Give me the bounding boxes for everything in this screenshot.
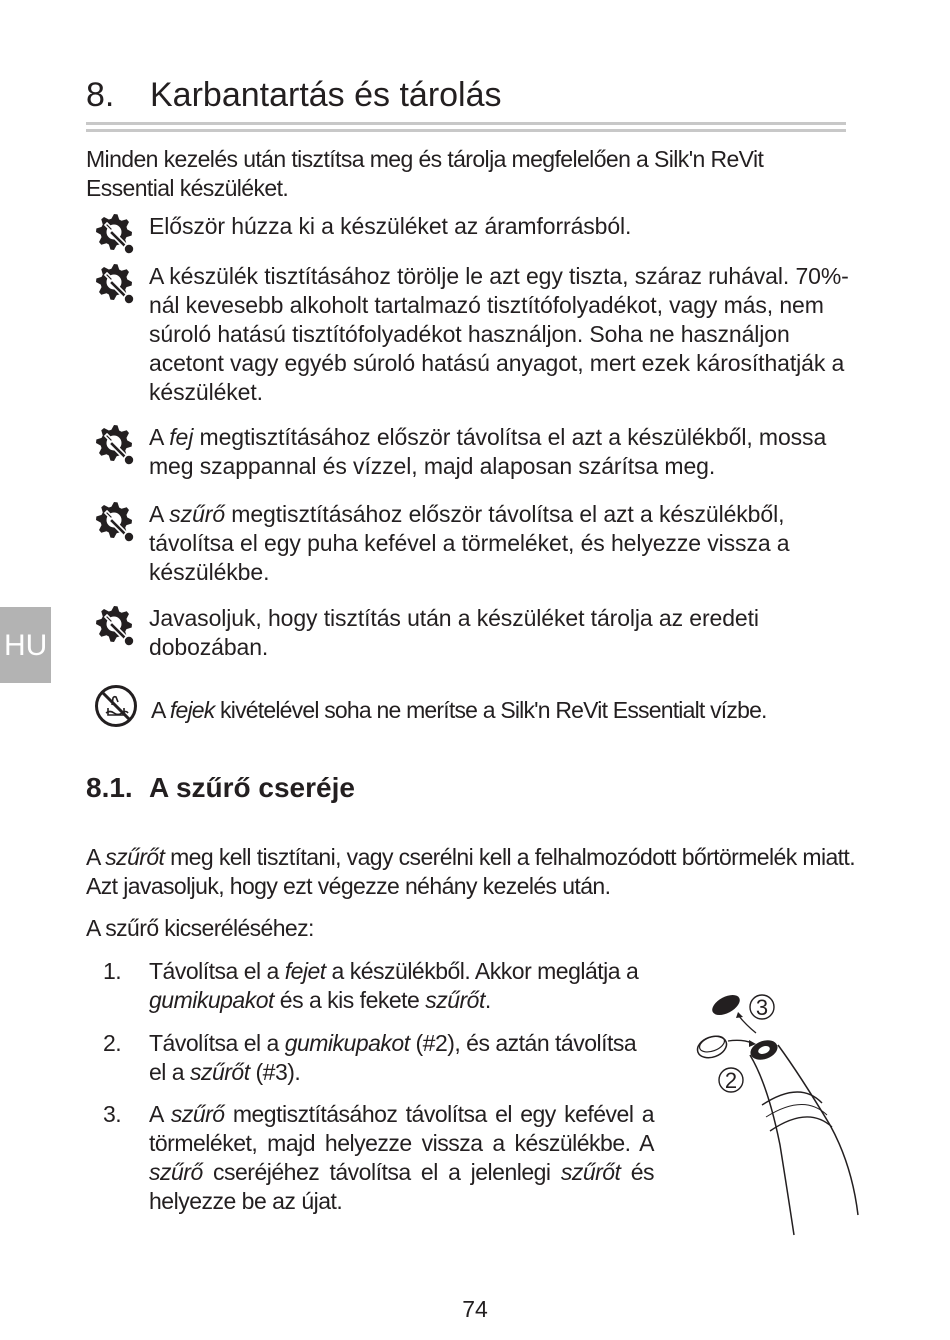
maintenance-item-text: A készülék tisztításához törölje le azt egy tiszta, száraz ruhával. 70%-nál kevesebb alkoholt tartalmazó tisztítófolyadékot, vagy más, nem súroló hatású tisztítófolyadékot használjon. Soha ne használjon acetont vagy egyéb súroló hatású anyagot, mert ezek károsíthatják a készüléket. xyxy=(149,263,849,405)
maintenance-item-text: A fej megtisztításához először távolítsa el azt a készülékből, mossa meg szappannal és vízzel, majd alaposan szárítsa meg. xyxy=(149,424,827,479)
filter-lead-text: A szűrő kicseréléséhez: xyxy=(86,915,314,941)
heading-rule-top xyxy=(86,122,846,125)
warning-text: A fejek kivételével soha ne merítse a Silk'n ReVit Essentialt vízbe. xyxy=(151,697,767,723)
emphasized-term: szűrő xyxy=(169,501,226,527)
language-tab xyxy=(0,607,51,683)
emphasized-term: szűrőt xyxy=(425,987,485,1013)
intro-paragraph: Minden kezelés után tisztítsa meg és tárolja megfelelően a Silk'n ReVit Essential készüléket. xyxy=(86,146,764,201)
emphasized-term: szűrő xyxy=(170,1101,225,1127)
no-water-immersion-icon xyxy=(94,684,138,728)
emphasized-term: fejek xyxy=(169,697,215,723)
emphasized-term: gumikupakot xyxy=(284,1030,410,1056)
emphasized-term: szűrőt xyxy=(189,1059,250,1085)
step-number: 1. xyxy=(103,958,122,984)
step-text: Távolítsa el a gumikupakot (#2), és aztán távolítsa el a szűrőt (#3). xyxy=(149,1030,637,1085)
section-title: Karbantartás és tárolás xyxy=(150,76,502,114)
maintenance-gear-wrench-icon xyxy=(94,604,138,648)
step-text: Távolítsa el a fejet a készülékből. Akkor meglátja a gumikupakot és a kis fekete szűrőt. xyxy=(149,958,639,1013)
heading-rule-bottom xyxy=(86,129,846,132)
section-number: 8. xyxy=(86,76,115,114)
device-filter-illustration xyxy=(680,985,880,1240)
step-number: 2. xyxy=(103,1030,122,1056)
maintenance-gear-wrench-icon xyxy=(94,212,138,256)
page-number: 74 xyxy=(462,1296,488,1322)
emphasized-term: szűrő xyxy=(149,1159,203,1185)
maintenance-gear-wrench-icon xyxy=(94,500,138,544)
callout-label-3: 3 xyxy=(755,995,769,1020)
emphasized-term: szűrőt xyxy=(560,1159,621,1185)
filter-intro-paragraph: A szűrőt meg kell tisztítani, vagy cserélni kell a felhalmozódott bőrtörmelék miatt. Azt javasoljuk, hogy ezt végezze néhány kezelés után. xyxy=(86,844,856,899)
maintenance-item-text: A szűrő megtisztításához először távolítsa el azt a készülékből, távolítsa el egy puha kefével a törmeléket, és helyezze vissza a készülékbe. xyxy=(149,501,790,585)
language-tab-label: HU xyxy=(4,629,48,662)
callout-label-2: 2 xyxy=(724,1068,738,1093)
maintenance-item-text: Javasoljuk, hogy tisztítás után a készüléket tárolja az eredeti dobozában. xyxy=(149,605,759,660)
maintenance-item-text: Először húzza ki a készüléket az áramforrásból. xyxy=(149,213,632,239)
emphasized-term: szűrőt xyxy=(105,844,165,870)
maintenance-gear-wrench-icon xyxy=(94,423,138,467)
emphasized-term: fejet xyxy=(284,958,326,984)
subsection-heading xyxy=(86,772,355,804)
emphasized-term: gumikupakot xyxy=(149,987,274,1013)
subsection-number: 8.1. xyxy=(86,772,133,803)
step-text: A szűrő megtisztításához távolítsa el egy kefével a törmeléket, majd helyezze vissza a készülékbe. A szűrő cseréjéhez távolítsa el a jelenlegi szűrőt és helyezze be az újat. xyxy=(149,1101,655,1214)
emphasized-term: fej xyxy=(169,424,194,450)
maintenance-gear-wrench-icon xyxy=(94,262,138,306)
step-number: 3. xyxy=(103,1101,122,1127)
subsection-title: A szűrő cseréje xyxy=(149,772,355,803)
section-heading xyxy=(86,76,502,115)
